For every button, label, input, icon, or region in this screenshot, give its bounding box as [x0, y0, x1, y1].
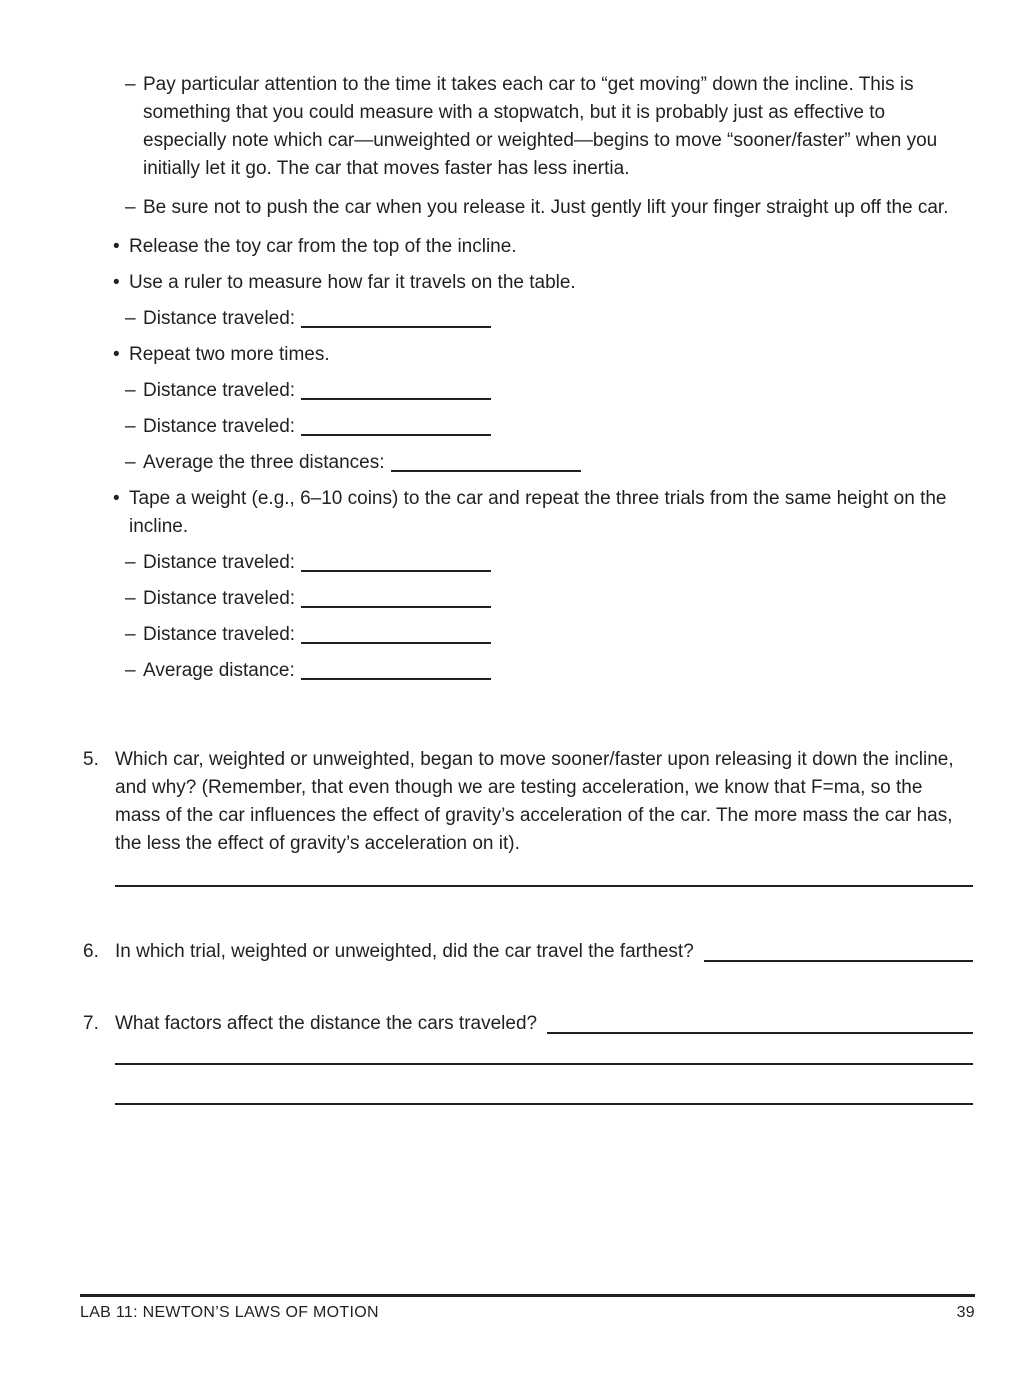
dash-icon: – [125, 452, 136, 473]
list-item [113, 621, 973, 649]
blank-line [301, 326, 491, 328]
list-item-text [143, 549, 973, 577]
list-item [113, 549, 973, 577]
blank-line [391, 470, 581, 472]
dash-icon: – [125, 624, 136, 645]
list-item [113, 71, 973, 183]
blank-line [704, 960, 973, 962]
blank-line [301, 570, 491, 572]
list-item-text: Be sure not to push the car when you release it. Just gently lift your finger straight up off the car. [143, 197, 949, 218]
dash-icon: – [125, 380, 136, 401]
dash-icon: – [125, 660, 136, 681]
answer-line [115, 1063, 973, 1065]
questions-section [83, 746, 973, 1105]
dash-icon: – [125, 416, 136, 437]
blank-line [301, 606, 491, 608]
dash-icon: – [125, 197, 136, 218]
question-text: Which car, weighted or unweighted, began to move sooner/faster upon releasing it down the incline, and why? (Remember, that even though we are testing acceleration, we know that F=ma, so the mass of the car influences the effect of gravity’s acceleration of the car. The more mass the car has, the less the effect of gravity’s acceleration on it). [115, 749, 954, 854]
blank-line [301, 642, 491, 644]
list-item-text: Tape a weight (e.g., 6–10 coins) to the car and repeat the three trials from the same height on the incline. [129, 488, 947, 537]
blank-line [301, 434, 491, 436]
footer-title: LAB 11: NEWTON’S LAWS OF MOTION [80, 1304, 379, 1321]
list-item [113, 657, 973, 685]
dash-icon: – [125, 74, 136, 95]
list-item-text [143, 449, 973, 477]
dash-icon: – [125, 588, 136, 609]
list-item-label: Distance traveled: [143, 416, 296, 437]
list-item-text: Repeat two more times. [129, 344, 330, 365]
list-item-label: Distance traveled: [143, 588, 296, 609]
list-item [113, 341, 973, 369]
question-text: What factors affect the distance the cars traveled? [115, 1013, 538, 1034]
answer-line [115, 885, 973, 887]
list-item-label: Distance traveled: [143, 552, 296, 573]
list-item [113, 233, 973, 261]
list-item [113, 413, 973, 441]
list-item-text: Use a ruler to measure how far it travels on the table. [129, 272, 576, 293]
list-item [113, 485, 973, 541]
instructions-list [113, 71, 973, 693]
question-body [115, 938, 973, 966]
question-5 [83, 746, 973, 887]
bullet-icon: • [113, 488, 120, 509]
question-body [115, 1010, 973, 1105]
blank-line [547, 1032, 973, 1034]
list-item-label: Distance traveled: [143, 308, 296, 329]
question-6 [83, 938, 973, 966]
list-item-label: Distance traveled: [143, 380, 296, 401]
list-item [113, 377, 973, 405]
list-item-text [143, 621, 973, 649]
blank-line [301, 398, 491, 400]
list-item-label: Distance traveled: [143, 624, 296, 645]
dash-icon: – [125, 552, 136, 573]
list-item [113, 305, 973, 333]
list-item-text [143, 657, 973, 685]
list-item-text [143, 413, 973, 441]
dash-icon: – [125, 308, 136, 329]
question-text: In which trial, weighted or unweighted, did the car travel the farthest? [115, 941, 694, 962]
question-number: 5. [83, 749, 99, 770]
question-body [115, 746, 973, 887]
answer-line [115, 1103, 973, 1105]
question-7 [83, 1010, 973, 1105]
question-number: 7. [83, 1013, 99, 1034]
bullet-icon: • [113, 236, 120, 257]
list-item-text: Release the toy car from the top of the incline. [129, 236, 517, 257]
question-number: 6. [83, 941, 99, 962]
list-item [113, 585, 973, 613]
list-item-label: Average the three distances: [143, 452, 385, 473]
list-item-text [143, 305, 973, 333]
page-number: 39 [956, 1304, 975, 1321]
list-item-label: Average distance: [143, 660, 295, 681]
list-item-text: Pay particular attention to the time it takes each car to “get moving” down the incline. This is something that you could measure with a stopwatch, but it is probably just as effective to especially note which car—unweighted or weighted—begins to move “sooner/faster” when you initially let it go. The car that moves faster has less inertia. [143, 74, 938, 179]
list-item [113, 269, 973, 297]
list-item-text [143, 377, 973, 405]
bullet-icon: • [113, 272, 120, 293]
bullet-icon: • [113, 344, 120, 365]
list-item [113, 449, 973, 477]
list-item [113, 194, 973, 222]
list-item-text [143, 585, 973, 613]
blank-line [301, 678, 491, 680]
page-footer [80, 1294, 975, 1322]
